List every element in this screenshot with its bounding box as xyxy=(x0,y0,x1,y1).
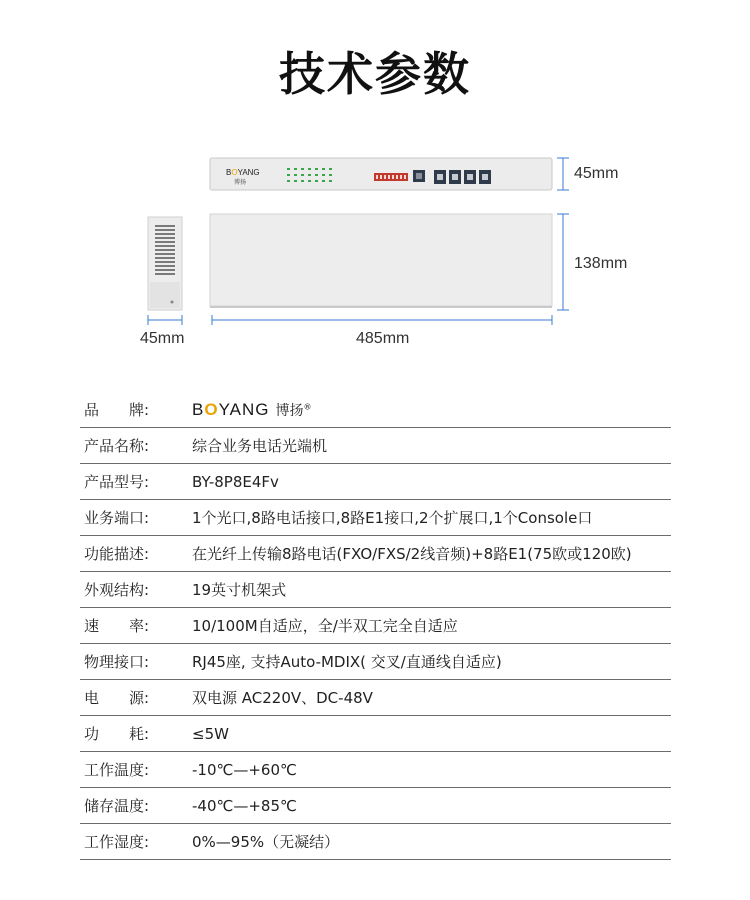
spec-value: 0%—95%（无凝结） xyxy=(192,833,340,851)
spec-label: 储存温度: xyxy=(84,797,150,815)
spec-row xyxy=(80,788,671,824)
spec-value: 双电源 AC220V、DC-48V xyxy=(192,689,373,707)
spec-value: ≤5W xyxy=(192,724,229,743)
spec-value: 在光纤上传输8路电话(FXO/FXS/2线音频)+8路E1(75欧或120欧) xyxy=(192,545,632,563)
spec-label: 功能描述: xyxy=(84,545,150,563)
spec-row xyxy=(80,464,671,500)
spec-row xyxy=(80,644,671,680)
width-dimension-label: 485mm xyxy=(356,330,410,347)
spec-label: 速 率: xyxy=(84,617,150,635)
brand-logo xyxy=(192,400,671,420)
spec-value: 19英寸机架式 xyxy=(192,581,287,599)
page-title: 技术参数 xyxy=(279,47,471,101)
spec-row-brand xyxy=(80,392,671,428)
spec-row xyxy=(80,824,671,860)
spec-value: RJ45座, 支持Auto-MDIX( 交叉/直通线自适应) xyxy=(192,653,502,671)
spec-label: 功 耗: xyxy=(84,725,150,743)
spec-table xyxy=(80,392,671,860)
top-view xyxy=(210,214,552,306)
device-drawing xyxy=(0,0,750,360)
spec-row xyxy=(80,608,671,644)
spec-row xyxy=(80,716,671,752)
spec-label: 品 牌: xyxy=(84,401,150,419)
spec-row xyxy=(80,680,671,716)
spec-row xyxy=(80,500,671,536)
spec-value: 1个光口,8路电话接口,8路E1接口,2个扩展口,1个Console口 xyxy=(192,509,593,527)
spec-value: 综合业务电话光端机 xyxy=(192,437,328,455)
side-width-dimension-label: 45mm xyxy=(140,330,185,347)
spec-value: -40℃—+85℃ xyxy=(192,796,297,815)
spec-label: 产品型号: xyxy=(84,473,150,491)
spec-row xyxy=(80,536,671,572)
spec-value: 10/100M自适应，全/半双工完全自适应 xyxy=(192,617,458,635)
depth-dimension-label: 138mm xyxy=(574,255,628,272)
spec-value: BY-8P8E4Fv xyxy=(192,472,279,491)
brand-wordmark: BOYANG xyxy=(192,399,270,419)
brand-chinese-name: 博扬® xyxy=(275,401,312,419)
spec-label: 工作湿度: xyxy=(84,833,150,851)
spec-label: 电 源: xyxy=(84,689,150,707)
spec-value: -10℃—+60℃ xyxy=(192,760,297,779)
spec-row xyxy=(80,572,671,608)
spec-label: 业务端口: xyxy=(84,509,150,527)
dip-switch-block xyxy=(374,173,408,181)
spec-row xyxy=(80,428,671,464)
spec-label: 外观结构: xyxy=(84,581,150,599)
spec-row xyxy=(80,752,671,788)
spec-label: 产品名称: xyxy=(84,437,150,455)
front-panel-logo: BOYANG xyxy=(226,168,260,177)
height-dimension-label: 45mm xyxy=(574,165,619,182)
spec-label: 物理接口: xyxy=(84,653,150,671)
front-panel-logo-cn: 博扬 xyxy=(234,179,247,186)
device-dimension-diagram xyxy=(0,0,750,360)
spec-label: 工作温度: xyxy=(84,761,150,779)
